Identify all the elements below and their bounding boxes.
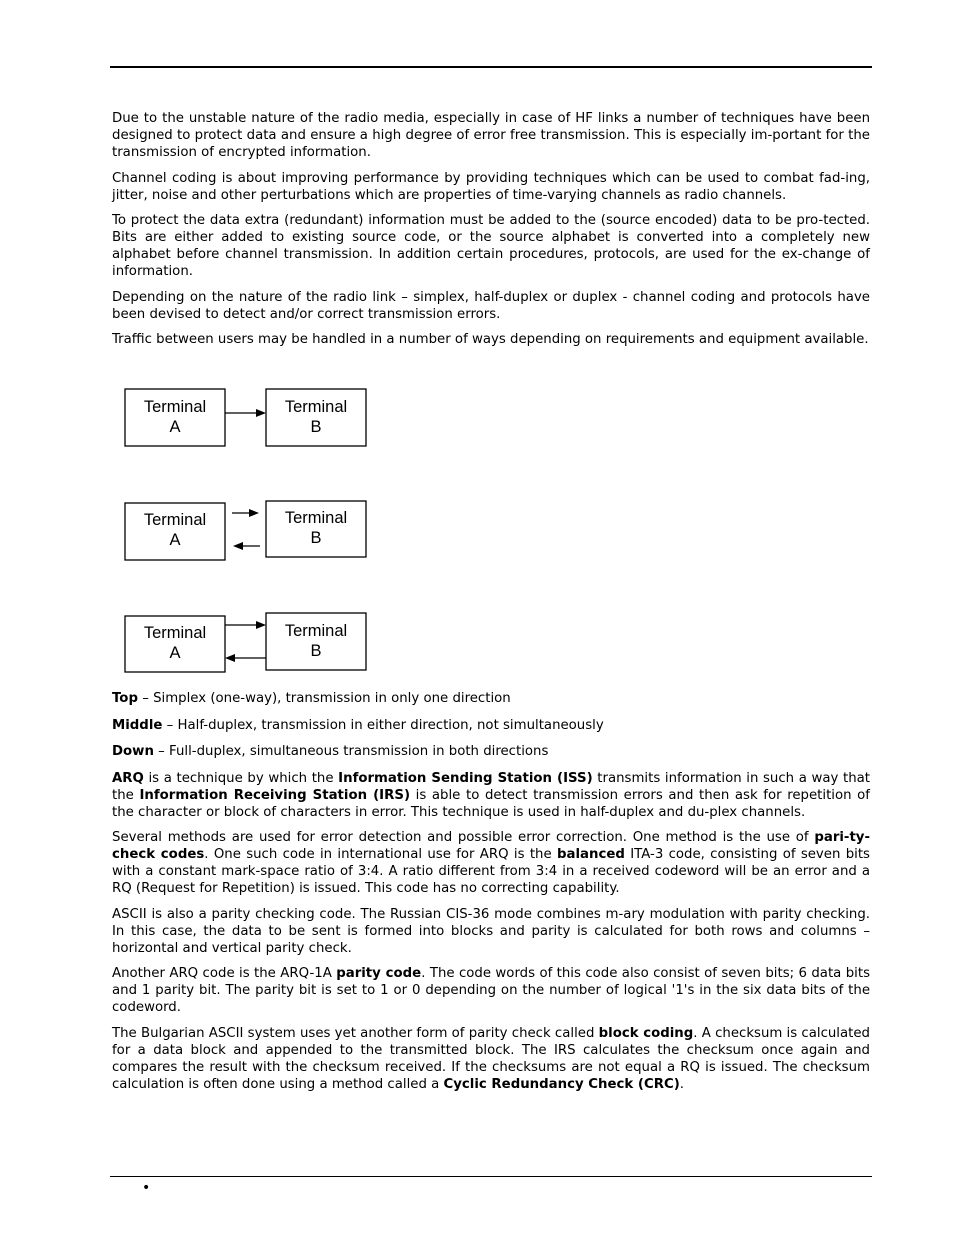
intro-paragraph: Channel coding is about improving performance by providing techniques which can be used to combat fad-ing, jitter, noise and other perturbations which are properties of time-varying channels as radio channels.	[112, 170, 870, 203]
ascii-paragraph: ASCII is also a parity checking code. The Russian CIS-36 mode combines m-ary modulation with parity checking. In this case, the data to be sent is formed into blocks and parity is calculated for both rows and columns – horizontal and vertical parity check.	[112, 906, 870, 956]
text-run: . One such code in international use for ARQ is the	[204, 847, 557, 862]
parity-code-term: parity code	[336, 966, 422, 981]
caption-term: Down	[112, 744, 154, 759]
terminal-a-letter: A	[169, 644, 181, 662]
arrow-head-right-icon	[256, 621, 266, 629]
text-run: ITA-3 code, consisting of seven bits with a constant mark-space ratio of 3:4. A ratio different from 3:4 in a received codeword will be an error and a RQ (Request for Repetition) is issued. This code has no correcting capability.	[112, 847, 870, 896]
irs-term: Information Receiving Station (IRS)	[139, 787, 411, 803]
arrow-head-left-icon	[225, 654, 235, 662]
text-run: The Bulgarian ASCII system uses yet another form of parity check called	[112, 1025, 599, 1041]
terminal-b-label: Terminal	[284, 398, 348, 416]
caption-text: – Half-duplex, transmission in either direction, not simultaneously	[162, 717, 604, 733]
terminal-b-letter: B	[310, 642, 322, 660]
page-body	[112, 110, 870, 357]
text-run: . A checksum is calculated for a data block and appended to the transmitted block. The IRS calculates the checksum once again and compares the result with the checksum received. If the checksums are not equal a RQ is issued. The checksum calculation is often done using a method called a	[112, 1025, 870, 1092]
caption-middle	[112, 717, 870, 734]
terminal-b-label: Terminal	[284, 622, 348, 640]
terminal-a-letter: A	[169, 418, 181, 436]
methods-paragraph	[112, 829, 870, 897]
caption-text: – Simplex (one-way), transmission in only one direction	[137, 691, 511, 706]
bulgarian-paragraph	[112, 1025, 870, 1093]
terminal-b-letter: B	[310, 529, 322, 547]
text-run: Another ARQ code is the ARQ-1A	[112, 966, 337, 981]
arrow-head-left-icon	[233, 542, 243, 550]
full-duplex-diagram	[120, 612, 370, 674]
text-run: transmits information in such a way that the	[112, 770, 871, 803]
text-run: is a technique by which the	[143, 770, 339, 786]
intro-paragraph: To protect the data extra (redundant) information must be added to the (source encoded) data to be pro-tected. Bits are either added to existing source code, or the source alphabet is converted into a completely new alphabet before channel transmission. In addition certain procedures, protocols, are used for the ex-change of information.	[112, 213, 870, 279]
intro-paragraph: Due to the unstable nature of the radio media, especially in case of HF links a number of techniques have been designed to protect data and ensure a high degree of error free transmission. This is especially im-portant for the transmission of encrypted information.	[112, 111, 870, 160]
caption-term: Middle	[112, 717, 163, 733]
terminal-b-label: Terminal	[284, 509, 348, 527]
block-coding-term: block coding	[598, 1025, 694, 1041]
intro-paragraph: Traffic between users may be handled in a number of ways depending on requirements and equipment available.	[112, 332, 869, 347]
page-body-lower	[112, 690, 870, 1101]
caption-text: – Full-duplex, simultaneous transmission in both directions	[153, 744, 549, 759]
caption-down	[112, 743, 870, 760]
text-run: . The code words of this code also consist of seven bits; 6 data bits and 1 parity bit. The parity bit is set to 1 or 0 depending on the number of logical '1's in the six data bits of the codeword.	[112, 966, 870, 1015]
simplex-diagram	[120, 388, 370, 448]
balanced-term: balanced	[556, 847, 625, 862]
intro-paragraph: Depending on the nature of the radio link – simplex, half-duplex or duplex - channel coding and protocols have been devised to detect and/or correct transmission errors.	[112, 289, 870, 322]
header-rule	[110, 66, 872, 68]
half-duplex-diagram	[120, 500, 370, 562]
arrow-head-right-icon	[256, 409, 266, 417]
arq-term: ARQ	[112, 770, 144, 786]
footer-rule	[110, 1176, 872, 1177]
text-run: Several methods are used for error detection and possible error correction. One method is the use of	[112, 830, 815, 845]
terminal-a-letter: A	[169, 531, 181, 549]
footer-bullet: •	[142, 1180, 151, 1196]
arq-paragraph	[112, 770, 870, 821]
text-run: is able to detect transmission errors and then ask for repetition of the character or block of characters in error. This technique is used in half-duplex and du-plex channels.	[112, 787, 870, 820]
caption-top	[112, 690, 870, 707]
caption-term: Top	[112, 691, 138, 706]
crc-term: Cyclic Redundancy Check (CRC)	[443, 1076, 680, 1092]
arq1a-paragraph	[112, 965, 870, 1016]
terminal-a-label: Terminal	[143, 511, 207, 529]
text-run: .	[679, 1076, 685, 1092]
terminal-a-label: Terminal	[143, 624, 207, 642]
terminal-a-label: Terminal	[143, 398, 207, 416]
arrow-head-right-icon	[249, 509, 259, 517]
iss-term: Information Sending Station (ISS)	[338, 770, 593, 786]
terminal-b-letter: B	[310, 418, 322, 436]
parity-check-term: pari-ty-check codes	[112, 830, 870, 862]
